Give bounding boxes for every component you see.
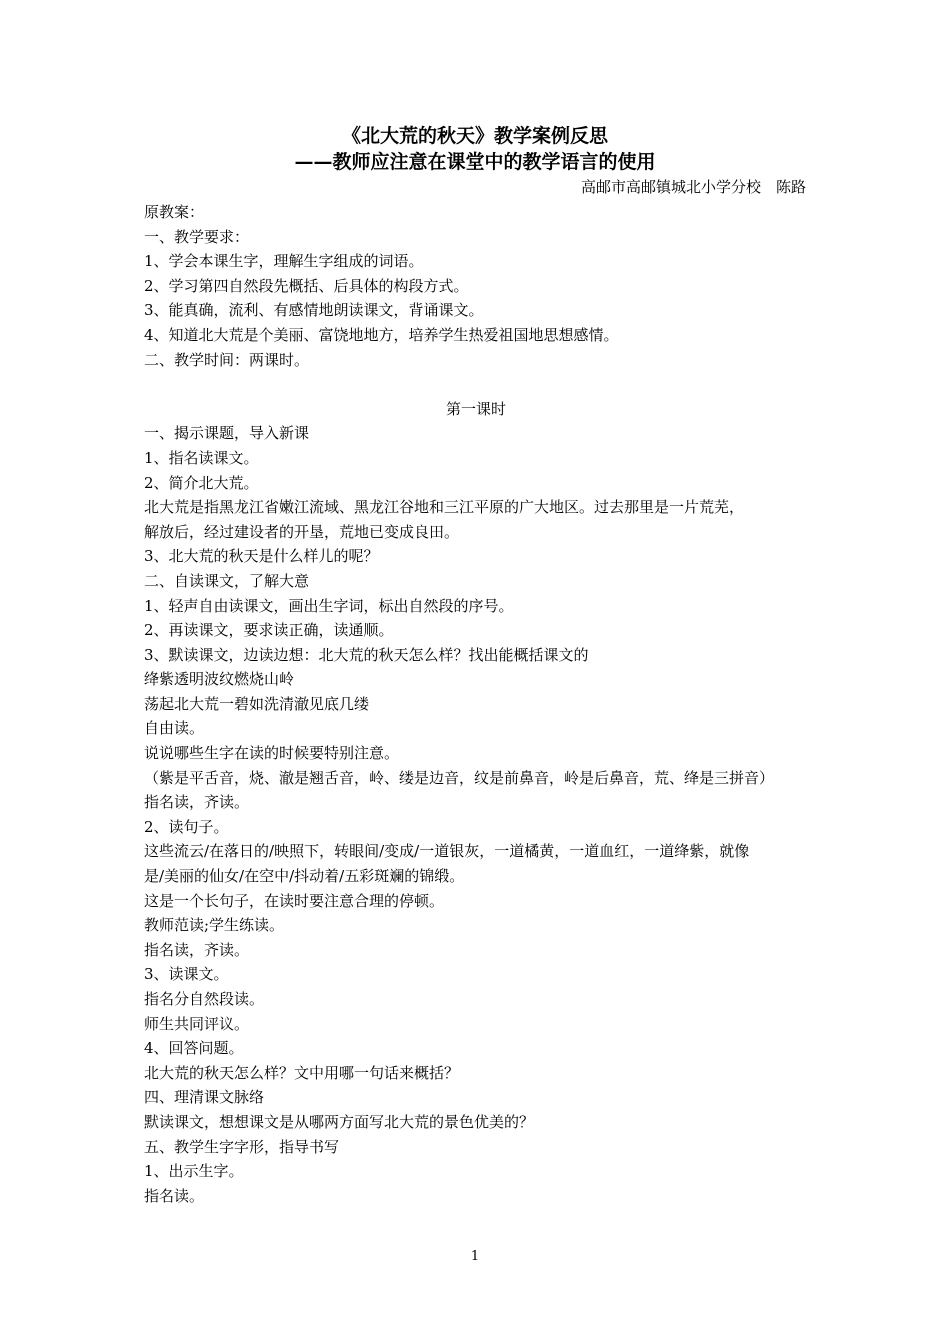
text-line: 3、北大荒的秋天是什么样儿的呢？ [144,547,379,566]
text-line: 默读课文，想想课文是从哪两方面写北大荒的景色优美的？ [144,1112,535,1131]
text-line: 4、回答问题。 [144,1039,244,1058]
document-subtitle: ——教师应注意在课堂中的教学语言的使用 [294,151,656,173]
text-line: 北大荒是指黑龙江省嫩江流域、黑龙江谷地和三江平原的广大地区。过去那里是一片荒芜， [144,498,745,517]
text-line: 五、教学生字字形，指导书写 [144,1137,340,1156]
text-line: 2、读句子。 [144,817,229,836]
text-line: 指名读，齐读。 [144,793,250,812]
document-title: 《北大荒的秋天》教学案例反思 [341,125,608,147]
blank-line [144,372,808,397]
text-line: 3、默读课文，边读边想：北大荒的秋天怎么样？找出能概括课文的 [144,645,589,664]
text-line: 说说哪些生字在读的时候要特别注意。 [144,744,400,763]
text-line: 指名读。 [144,1186,205,1205]
text-line: 2、再读课文，要求读正确，读通顺。 [144,621,394,640]
text-line: 四、理清课文脉络 [144,1088,265,1107]
text-line: 荡起北大荒一碧如洗清澈见底几缕 [144,694,370,713]
text-line: 1、指名读课文。 [144,448,259,467]
text-line: 二、教学时间：两课时。 [144,350,310,369]
text-line: 这是一个长句子，在读时要注意合理的停顿。 [144,891,445,910]
text-line: 解放后，经过建设者的开垦，荒地已变成良田。 [144,522,460,541]
text-line: 指名分自然段读。 [144,990,265,1008]
author-line: 高邮市高邮镇城北小学分校 陈路 [580,178,806,196]
text-line: 3、能真确，流利、有感情地朗读课文，背诵课文。 [144,301,484,320]
text-line: （紫是平舌音，烧、澈是翘舌音，岭、缕是边音，纹是前鼻音，岭是后鼻音，荒、绛是三拼音） [144,768,775,787]
text-line: 1、出示生字。 [144,1162,244,1181]
text-line: 北大荒的秋天怎么样？文中用哪一句话来概括？ [144,1063,460,1082]
text-line: 一、教学要求： [144,227,250,246]
text-line: 师生共同评议。 [144,1014,250,1033]
text-line: 这些流云/在落日的/映照下，转眼间/变成/一道银灰，一道橘黄，一道血红，一道绛紫，就像 [144,842,750,861]
text-line: 1、学会本课生字，理解生字组成的词语。 [144,252,424,271]
text-line: 一、揭示课题，导入新课 [144,424,310,443]
text-line: 4、知道北大荒是个美丽、富饶地地方，培养学生热爱祖国地思想感情。 [144,325,619,344]
text-line: 教师范读;学生练读。 [144,916,285,935]
page-number: 1 [470,1249,480,1264]
text-line: 3、读课文。 [144,965,229,984]
text-line: 2、学习第四自然段先概括、后具体的构段方式。 [144,276,469,295]
text-line: 1、轻声自由读课文，画出生字词，标出自然段的序号。 [144,596,514,615]
text-line: 指名读，齐读。 [144,940,250,959]
document-body [144,200,808,1208]
text-line: 2、简介北大荒。 [144,473,259,492]
text-line: 绛紫透明波纹燃烧山岭 [144,670,295,689]
text-line: 原教案： [144,203,205,221]
text-line: 二、自读课文，了解大意 [144,571,310,590]
section-heading: 第一课时 [445,399,506,418]
text-line: 是/美丽的仙女/在空中/抖动着/五彩斑斓的锦缎。 [144,867,465,886]
text-line: 自由读。 [144,719,205,738]
